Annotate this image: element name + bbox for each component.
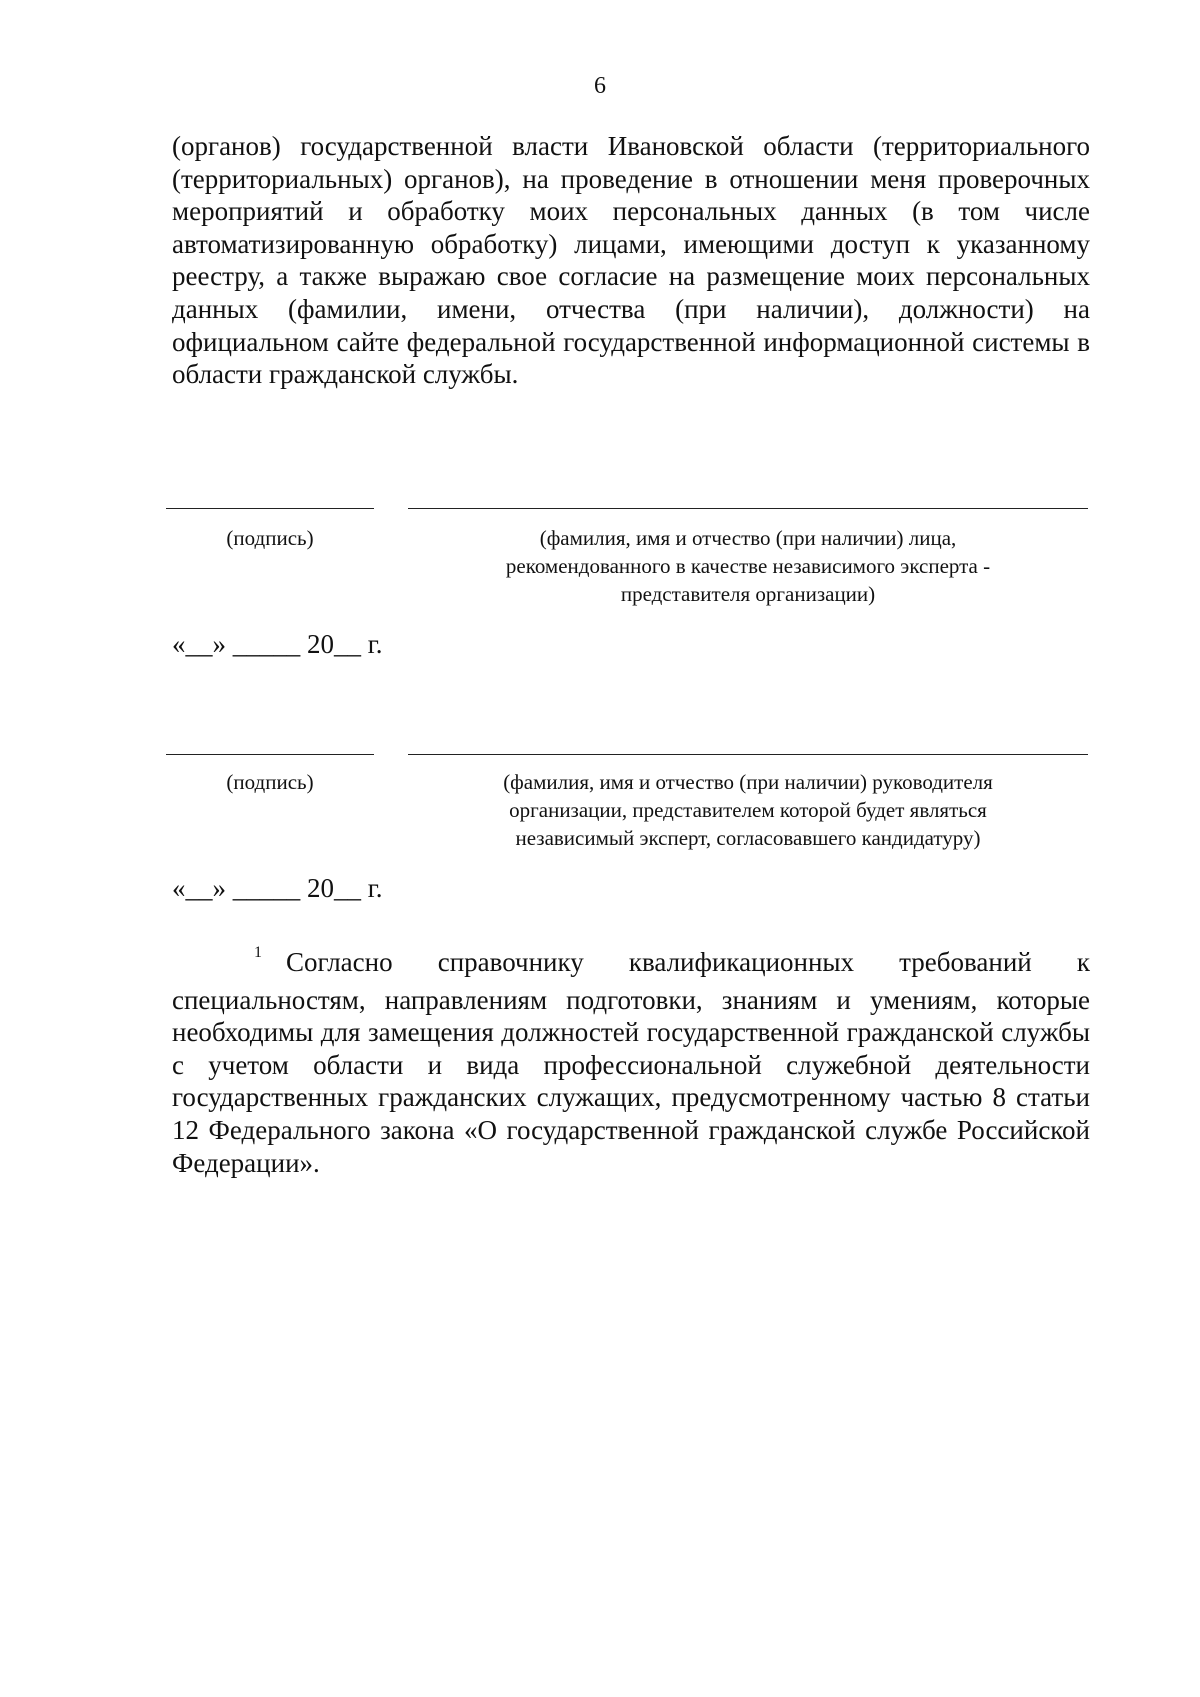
date-field: «__» _____ 20__ г. [172,629,383,659]
date-field: «__» _____ 20__ г. [172,873,383,903]
footnote [172,946,1090,1179]
signature-caption: (подпись) [226,770,314,794]
signature-line [166,508,374,509]
signature-line [166,754,374,755]
consent-paragraph: (органов) государственной власти Ивановской области (территориального (территориальных) органов), на проведение в отношении меня проверочных мероприятий и обработку моих персональных данных (в том числе автоматизированную обработку) лицами, имеющими доступ к указанному реестру, а также выражаю свое согласие на размещение моих персональных данных (фамилии, имени, отчества (при наличии), должности) на официальном сайте федеральной государственной информационной системы в области гражданской службы. [172,131,1090,390]
signature-caption: (подпись) [226,526,314,550]
name-caption-line: (фамилия, имя и отчество (при наличии) руководителя [503,770,993,794]
name-line [408,508,1088,509]
name-caption [408,768,1088,852]
page-number: 6 [594,73,606,99]
name-caption-line: организации, представителем которой будет являться [509,798,987,822]
name-caption-line: независимый эксперт, согласовавшего кандидатуру) [515,826,981,850]
footnote-text: Согласно справочнику квалификационных требований к специальностям, направлениям подготовки, знаниям и умениям, которые необходимы для замещения должностей государственной гражданской службы с учетом области и вида профессиональной служебной деятельности государственных гражданских служащих, предусмотренному частью 8 статьи 12 Федерального закона «О государственной гражданской службе Российской Федерации». [172,947,1090,1178]
name-line [408,754,1088,755]
name-caption-line: рекомендованного в качестве независимого эксперта - [505,554,991,578]
footnote-mark: 1 [254,944,262,961]
name-caption [408,524,1088,608]
name-caption-line: представителя организации) [620,582,876,606]
name-caption-line: (фамилия, имя и отчество (при наличии) лица, [539,526,957,550]
